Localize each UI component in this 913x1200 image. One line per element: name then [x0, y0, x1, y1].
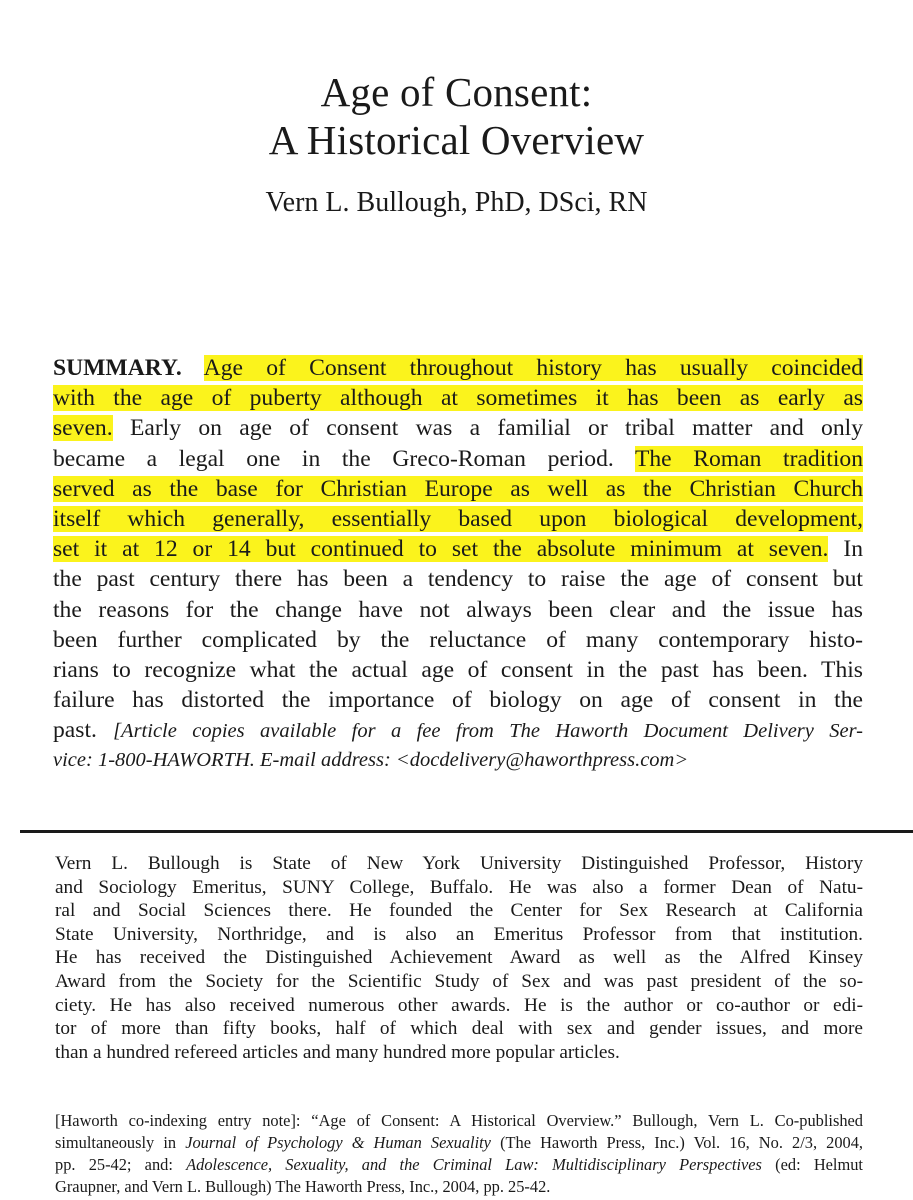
- book-title: Adolescence, Sexuality, and the Criminal Law: Multidisciplinary Perspectives: [186, 1155, 762, 1174]
- footnote-divider: [20, 830, 913, 833]
- summary-text: became a legal one in the Greco-Roman period.: [53, 445, 614, 472]
- author-byline: Vern L. Bullough, PhD, DSci, RN: [265, 187, 648, 218]
- summary-line: the reasons for the change have not always been clear and the issue has: [53, 596, 863, 623]
- entry-text: (The Haworth Press, Inc.) Vol. 16, No. 2/3, 2004,: [500, 1133, 864, 1152]
- summary-line: [53, 504, 863, 534]
- entry-line: Graupner, and Vern L. Bullough) The Haworth Press, Inc., 2004, pp. 25-42.: [55, 1177, 551, 1196]
- entry-text: pp. 25-42; and:: [55, 1155, 173, 1174]
- summary-line: [53, 534, 863, 564]
- bio-line: He has received the Distinguished Achievement Award as well as the Alfred Kinsey: [55, 947, 863, 969]
- summary-line: [53, 474, 863, 504]
- title-line-2: A Historical Overview: [268, 117, 645, 163]
- summary-line: [53, 353, 863, 383]
- summary-text: In: [843, 536, 863, 563]
- summary-line: failure has distorted the importance of biology on age of consent in the: [53, 687, 863, 714]
- bio-line: Award from the Society for the Scientific Study of Sex and was past president of the so-: [55, 970, 863, 992]
- delivery-note: [Article copies available for a fee from The Haworth Document Delivery Ser-: [113, 720, 863, 743]
- summary-line: rians to recognize what the actual age of consent in the past has been. This: [53, 656, 863, 683]
- bio-line: and Sociology Emeritus, SUNY College, Buffalo. He was also a former Dean of Natu-: [55, 876, 863, 898]
- entry-line: [55, 1132, 863, 1154]
- summary-paragraph: [53, 353, 863, 776]
- bio-line: ciety. He has also received numerous other awards. He is the author or co-author or edi-: [55, 994, 863, 1016]
- bio-line: Vern L. Bullough is State of New York University Distinguished Professor, History: [55, 853, 863, 874]
- highlighted-text: The Roman tradition: [634, 445, 863, 472]
- highlighted-text: Age of Consent throughout history has usually coincided: [203, 355, 863, 381]
- delivery-note-line: vice: 1-800-HAWORTH. E-mail address: <docdelivery@haworthpress.com>: [53, 749, 689, 772]
- entry-line: [55, 1154, 863, 1176]
- bio-line: tor of more than fifty books, half of which deal with sex and gender issues, and more: [55, 1018, 863, 1040]
- highlighted-text: set it at 12 or 14 but continued to set the absolute minimum at seven.: [53, 536, 829, 563]
- title-line-1: Age of Consent:: [320, 69, 593, 115]
- summary-line: [53, 715, 863, 745]
- summary-line: [53, 444, 863, 474]
- summary-text: Early on age of consent was a familial or tribal matter and only: [129, 415, 863, 442]
- summary-line: [53, 383, 863, 413]
- co-indexing-entry-note: [55, 1110, 863, 1198]
- summary-line: the past century there has been a tendency to raise the age of consent but: [53, 566, 863, 593]
- highlighted-text: with the age of puberty although at sometimes it has been as early as: [53, 385, 863, 412]
- summary-line: [53, 413, 863, 443]
- bio-line: than a hundred refereed articles and many hundred more popular articles.: [55, 1041, 620, 1063]
- summary-line: been further complicated by the reluctance of many contemporary histo-: [53, 626, 863, 653]
- summary-text: past.: [53, 717, 97, 744]
- highlighted-text: served as the base for Christian Europe as well as the Christian Church: [53, 475, 863, 502]
- highlighted-text: seven.: [53, 415, 113, 442]
- article-title: [0, 68, 913, 164]
- bio-line: State University, Northridge, and is also an Emeritus Professor from that institution.: [55, 923, 863, 945]
- bio-line: ral and Social Sciences there. He founded the Center for Sex Research at California: [55, 900, 863, 922]
- entry-text: simultaneously in: [55, 1133, 177, 1152]
- author-bio: [55, 852, 863, 1064]
- journal-title: Journal of Psychology & Human Sexuality: [185, 1133, 491, 1152]
- entry-text: (ed: Helmut: [775, 1155, 863, 1174]
- summary-label: SUMMARY.: [53, 355, 182, 381]
- highlighted-text: itself which generally, essentially based upon biological development,: [53, 505, 863, 532]
- entry-line: [Haworth co-indexing entry note]: “Age of Consent: A Historical Overview.” Bullough, Vern L. Co-published: [55, 1111, 863, 1130]
